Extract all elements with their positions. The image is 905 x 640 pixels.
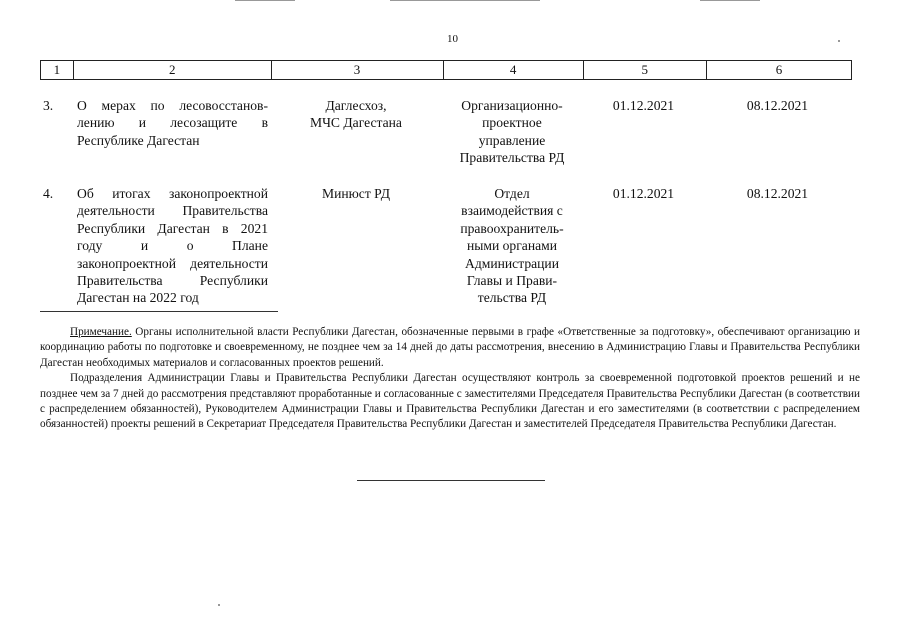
department-line: взаимодействия с: [461, 203, 563, 219]
subject-line: О мерах по лесовосстанов-: [77, 98, 268, 113]
column-number-4: 4: [444, 61, 584, 79]
department-line: ными органами: [466, 238, 558, 254]
responsible-department: [442, 97, 582, 167]
scan-artifact: [235, 0, 295, 1]
subject-line: Республике Дагестан: [77, 132, 200, 148]
note-text: Органы исполнительной власти Республики Дагестан, обозначенные первыми в графе «Ответственные за подготовку», обеспечивают организацию и координацию работы по подготовке и своевременному, не позднее чем за 14 дней до даты рассмотрения, внесению в Администрацию Главы и Правительства Республики Дагестан необходимых материалов и согласованных проектов решений.: [40, 326, 860, 369]
table-end-rule: [40, 311, 278, 312]
column-number-1: 1: [41, 61, 74, 79]
scan-artifact: [218, 604, 220, 606]
column-number-6: 6: [775, 62, 783, 77]
note-paragraph: [40, 325, 860, 371]
department-line: проектное: [482, 115, 542, 131]
subject-line: Дагестан на 2022 год: [77, 290, 199, 306]
subject-line: деятельности Правительства: [77, 203, 268, 219]
table-row: [40, 97, 850, 167]
subject-line: Правительства Республики: [77, 273, 268, 289]
column-number-5: 5: [584, 61, 707, 79]
column-number-2: 2: [74, 61, 272, 79]
row-number: 3.: [43, 98, 54, 113]
department-line: тельства РД: [477, 290, 547, 306]
scan-artifact: [700, 0, 760, 1]
subject-line: году и о Плане: [77, 238, 268, 254]
responsible-bodies: [270, 97, 442, 167]
responsible-line: МЧС Дагестана: [310, 115, 402, 131]
review-date: 08.12.2021: [746, 98, 809, 113]
closing-rule: [357, 480, 545, 481]
note-paragraph: Подразделения Администрации Главы и Правительства Республики Дагестан осуществляют контроль за своевременной подготовкой проектов решений и не позднее чем за 7 дней до рассмотрения представляют проработанные и согласованные с заместителями Председателя Правительства Республики Дагестан (в соответствии с распределением обязанностей), Руководителем Администрации Главы и Правительства Республики Дагестан и его заместителями (в соответствии с распределением обязанностей) проекты решений в Секретариат Председателя Правительства Республики Дагестан и заместителей Председателя Правительства Республики Дагестан.: [40, 372, 860, 431]
subject-line: законопроектной деятельности: [77, 255, 268, 271]
responsible-bodies: [270, 185, 442, 307]
table-row: [40, 185, 850, 307]
department-line: Главы и Прави-: [466, 273, 558, 289]
department-line: правоохранитель-: [460, 220, 564, 236]
scan-artifact: [390, 0, 540, 1]
department-line: Администрации: [465, 255, 559, 271]
review-date: 08.12.2021: [746, 186, 809, 201]
page-number: 10: [447, 33, 458, 45]
department-line: Правительства РД: [459, 150, 565, 166]
responsible-line: Даглесхоз,: [325, 98, 387, 113]
responsible-department: [442, 185, 582, 307]
table-header-row: [40, 60, 852, 80]
submission-date: 01.12.2021: [612, 98, 675, 113]
row-number: 4.: [43, 186, 54, 201]
department-line: Организационно-: [461, 98, 563, 113]
department-line: Отдел: [494, 186, 530, 201]
responsible-line: Минюст РД: [322, 186, 390, 201]
agenda-subject: [72, 185, 270, 307]
note-section: [40, 325, 860, 433]
note-label: Примечание.: [70, 326, 132, 338]
subject-line: Об итогах законопроектной: [77, 186, 268, 201]
submission-date: 01.12.2021: [612, 186, 675, 201]
agenda-subject: [72, 97, 270, 167]
subject-line: Республики Дагестан в 2021: [77, 220, 268, 236]
department-line: управление: [478, 132, 546, 148]
subject-line: лению и лесозащите в: [77, 115, 268, 131]
column-number-3: 3: [272, 61, 444, 79]
